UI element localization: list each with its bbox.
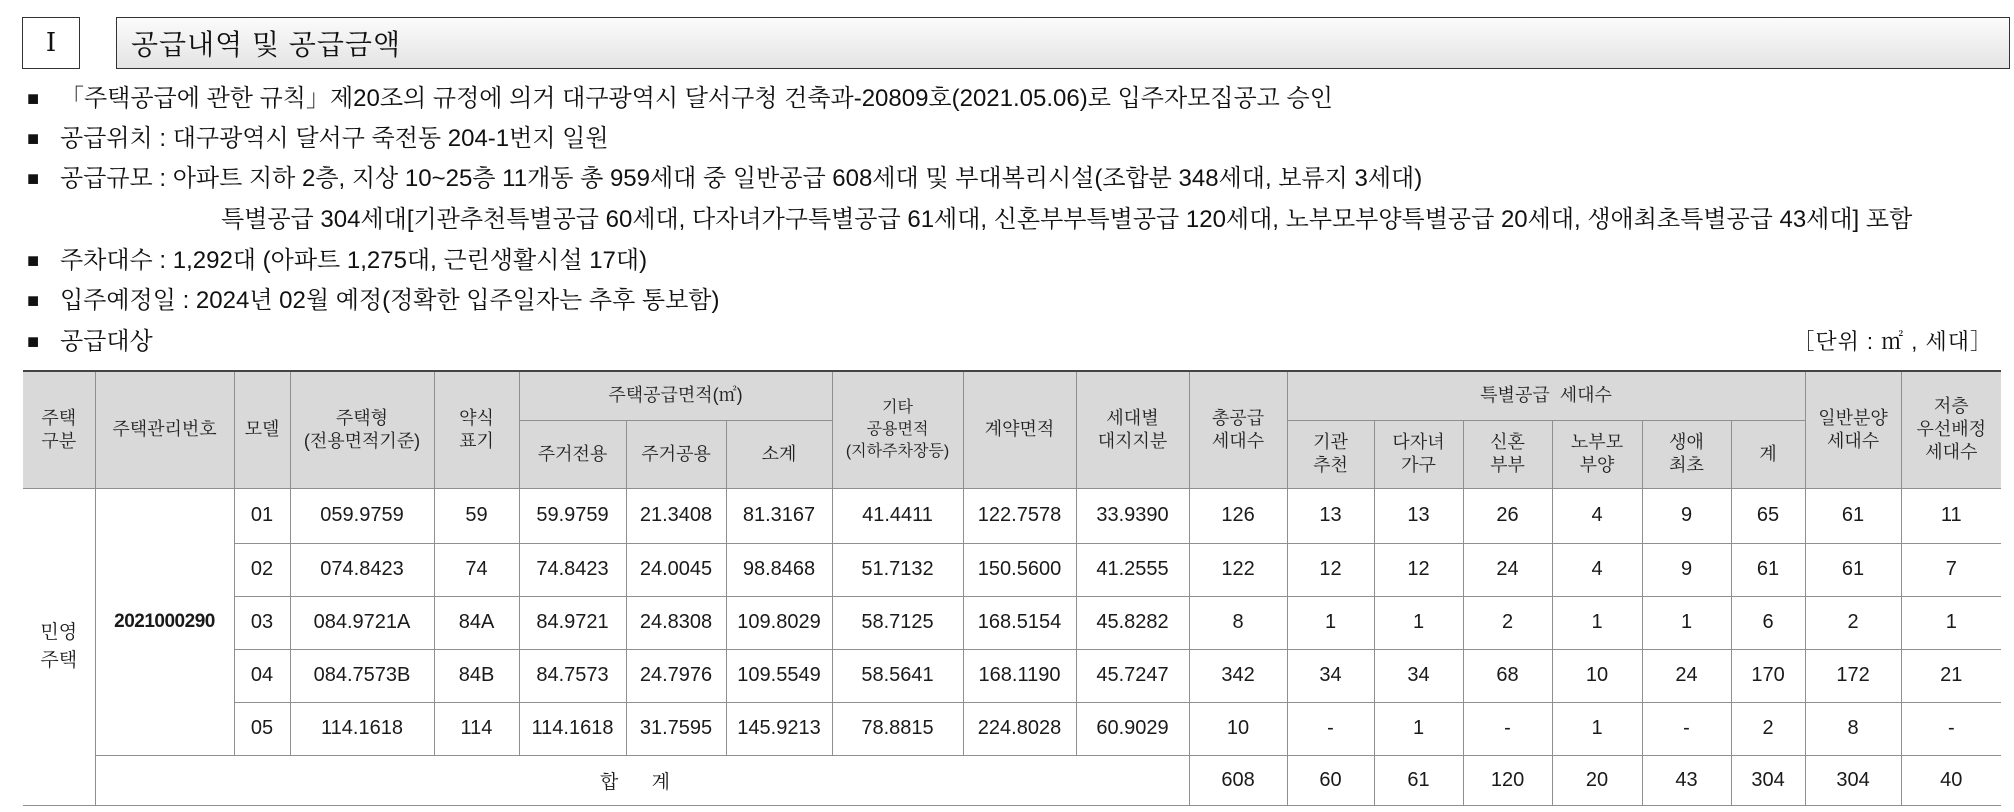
total-elderly: 20 [1552, 755, 1642, 805]
cell-model: 03 [234, 596, 290, 649]
cell-newlywed: 2 [1463, 596, 1552, 649]
cell-low-floor: 21 [1901, 649, 2001, 702]
cell-abbrev: 114 [434, 702, 519, 755]
cell-contract-area: 168.1190 [963, 649, 1076, 702]
cell-contract-area: 224.8028 [963, 702, 1076, 755]
header-supply-area: 주택공급면적(㎡) [519, 371, 832, 420]
header-model: 모델 [234, 371, 290, 488]
header-subtotal: 소계 [726, 420, 832, 488]
header-institution: 기관 추천 [1287, 420, 1374, 488]
header-housing-type: 주택형 (전용면적기준) [290, 371, 434, 488]
header-other-common-area: 기타 공용면적 (지하주차장등) [832, 371, 963, 488]
house-category-cell: 민영 주택 [23, 488, 95, 805]
cell-first-time: 24 [1642, 649, 1731, 702]
table-row [23, 543, 2001, 596]
cell-abbrev: 84A [434, 596, 519, 649]
cell-newlywed: 68 [1463, 649, 1552, 702]
cell-subtotal: 109.5549 [726, 649, 832, 702]
cell-special-total: 2 [1731, 702, 1805, 755]
cell-first-time: 9 [1642, 543, 1731, 596]
cell-general: 172 [1805, 649, 1901, 702]
total-institution: 60 [1287, 755, 1374, 805]
cell-institution: - [1287, 702, 1374, 755]
cell-housing-type: 074.8423 [290, 543, 434, 596]
header-exclusive: 주거전용 [519, 420, 626, 488]
section-title-text: 공급내역 및 공급금액 [131, 29, 401, 60]
cell-other-common: 51.7132 [832, 543, 963, 596]
table-row [23, 596, 2001, 649]
section-title [116, 17, 2010, 69]
cell-low-floor: - [1901, 702, 2001, 755]
cell-model: 04 [234, 649, 290, 702]
total-low-floor: 40 [1901, 755, 2001, 805]
total-multi-child: 61 [1374, 755, 1463, 805]
header-special-supply: 특별공급 세대수 [1287, 371, 1805, 420]
header-elderly: 노부모 부양 [1552, 420, 1642, 488]
cell-multi-child: 1 [1374, 596, 1463, 649]
cell-special-total: 6 [1731, 596, 1805, 649]
cell-model: 01 [234, 488, 290, 543]
cell-model: 02 [234, 543, 290, 596]
cell-other-common: 41.4411 [832, 488, 963, 543]
header-management-no: 주택관리번호 [95, 371, 234, 488]
cell-multi-child: 1 [1374, 702, 1463, 755]
cell-general: 61 [1805, 488, 1901, 543]
cell-exclusive: 114.1618 [519, 702, 626, 755]
cell-common: 31.7595 [626, 702, 726, 755]
cell-general: 8 [1805, 702, 1901, 755]
cell-elderly: 4 [1552, 488, 1642, 543]
cell-common: 24.0045 [626, 543, 726, 596]
cell-institution: 34 [1287, 649, 1374, 702]
cell-elderly: 1 [1552, 596, 1642, 649]
cell-newlywed: 26 [1463, 488, 1552, 543]
bullet-marker: ■ [26, 250, 40, 272]
cell-subtotal: 81.3167 [726, 488, 832, 543]
cell-special-total: 170 [1731, 649, 1805, 702]
cell-total-supply: 126 [1189, 488, 1287, 543]
cell-subtotal: 109.8029 [726, 596, 832, 649]
header-row [23, 371, 2001, 420]
cell-general: 61 [1805, 543, 1901, 596]
cell-housing-type: 114.1618 [290, 702, 434, 755]
header-total-supply: 총공급 세대수 [1189, 371, 1287, 488]
cell-common: 21.3408 [626, 488, 726, 543]
cell-low-floor: 11 [1901, 488, 2001, 543]
bullet-marker: ■ [26, 290, 40, 312]
cell-low-floor: 1 [1901, 596, 2001, 649]
total-special-total: 304 [1731, 755, 1805, 805]
supply-table [23, 370, 2001, 806]
header-contract-area: 계약면적 [963, 371, 1076, 488]
table-body [23, 488, 2001, 805]
total-total-supply: 608 [1189, 755, 1287, 805]
approval-notice: 「주택공급에 관한 규칙」제20조의 규정에 의거 대구광역시 달서구청 건축과-20809호(2021.05.06)로 입주자모집공고 승인 [60, 85, 1333, 112]
cell-special-total: 61 [1731, 543, 1805, 596]
supply-scale-line-2: 특별공급 304세대[기관추천특별공급 60세대, 다자녀가구특별공급 61세대, 신혼부부특별공급 120세대, 노부모부양특별공급 20세대, 생애최초특별공급 43세대] 포함 [221, 206, 1913, 233]
cell-model: 05 [234, 702, 290, 755]
supply-target-label: 공급대상 [60, 328, 153, 355]
cell-exclusive: 84.9721 [519, 596, 626, 649]
cell-contract-area: 168.5154 [963, 596, 1076, 649]
cell-institution: 12 [1287, 543, 1374, 596]
parking-count: 주차대수 : 1,292대 (아파트 1,275대, 근린생활시설 17대) [60, 247, 648, 274]
header-general-supply: 일반분양 세대수 [1805, 371, 1901, 488]
management-no-cell: 2021000290 [95, 488, 234, 755]
header-abbrev: 약식 표기 [434, 371, 519, 488]
total-label: 합 계 [95, 755, 1189, 805]
cell-elderly: 4 [1552, 543, 1642, 596]
cell-institution: 13 [1287, 488, 1374, 543]
cell-elderly: 10 [1552, 649, 1642, 702]
table-row [23, 649, 2001, 702]
cell-abbrev: 74 [434, 543, 519, 596]
cell-elderly: 1 [1552, 702, 1642, 755]
header-first-time: 생애 최초 [1642, 420, 1731, 488]
cell-institution: 1 [1287, 596, 1374, 649]
cell-multi-child: 13 [1374, 488, 1463, 543]
header-low-floor: 저층 우선배정 세대수 [1901, 371, 2001, 488]
cell-special-total: 65 [1731, 488, 1805, 543]
section-number: Ⅰ [22, 17, 80, 69]
cell-housing-type: 059.9759 [290, 488, 434, 543]
header-land-share: 세대별 대지지분 [1076, 371, 1189, 488]
table-header [23, 371, 2001, 488]
total-row [23, 755, 2001, 805]
bullet-marker: ■ [26, 168, 40, 190]
cell-subtotal: 98.8468 [726, 543, 832, 596]
supply-scale-line-1: 공급규모 : 아파트 지하 2층, 지상 10~25층 11개동 총 959세대 중 일반공급 608세대 및 부대복리시설(조합분 348세대, 보류지 3세대) [60, 165, 1423, 192]
header-newlywed: 신혼 부부 [1463, 420, 1552, 488]
cell-first-time: - [1642, 702, 1731, 755]
cell-exclusive: 59.9759 [519, 488, 626, 543]
cell-newlywed: - [1463, 702, 1552, 755]
cell-other-common: 58.7125 [832, 596, 963, 649]
cell-total-supply: 8 [1189, 596, 1287, 649]
cell-land-share: 45.8282 [1076, 596, 1189, 649]
cell-subtotal: 145.9213 [726, 702, 832, 755]
cell-first-time: 9 [1642, 488, 1731, 543]
supply-location: 공급위치 : 대구광역시 달서구 죽전동 204-1번지 일원 [60, 125, 609, 152]
cell-multi-child: 12 [1374, 543, 1463, 596]
unit-note: ［단위 : ㎡ , 세대］ [1792, 329, 1993, 354]
cell-contract-area: 122.7578 [963, 488, 1076, 543]
cell-total-supply: 342 [1189, 649, 1287, 702]
move-in-date: 입주예정일 : 2024년 02월 예정(정확한 입주일자는 추후 통보함) [60, 287, 720, 314]
table-row [23, 488, 2001, 543]
cell-common: 24.8308 [626, 596, 726, 649]
cell-land-share: 33.9390 [1076, 488, 1189, 543]
cell-abbrev: 84B [434, 649, 519, 702]
cell-exclusive: 84.7573 [519, 649, 626, 702]
cell-general: 2 [1805, 596, 1901, 649]
cell-housing-type: 084.7573B [290, 649, 434, 702]
table-row [23, 702, 2001, 755]
total-first-time: 43 [1642, 755, 1731, 805]
bullet-marker: ■ [26, 331, 40, 353]
total-newlywed: 120 [1463, 755, 1552, 805]
cell-total-supply: 10 [1189, 702, 1287, 755]
header-multi-child: 다자녀 가구 [1374, 420, 1463, 488]
cell-other-common: 78.8815 [832, 702, 963, 755]
cell-contract-area: 150.5600 [963, 543, 1076, 596]
header-special-total: 계 [1731, 420, 1805, 488]
cell-exclusive: 74.8423 [519, 543, 626, 596]
cell-land-share: 45.7247 [1076, 649, 1189, 702]
bullet-marker: ■ [26, 128, 40, 150]
cell-land-share: 41.2555 [1076, 543, 1189, 596]
header-common: 주거공용 [626, 420, 726, 488]
cell-first-time: 1 [1642, 596, 1731, 649]
cell-newlywed: 24 [1463, 543, 1552, 596]
cell-total-supply: 122 [1189, 543, 1287, 596]
cell-housing-type: 084.9721A [290, 596, 434, 649]
cell-common: 24.7976 [626, 649, 726, 702]
bullet-marker: ■ [26, 88, 40, 110]
header-house-category: 주택 구분 [23, 371, 95, 488]
cell-land-share: 60.9029 [1076, 702, 1189, 755]
cell-multi-child: 34 [1374, 649, 1463, 702]
cell-low-floor: 7 [1901, 543, 2001, 596]
cell-abbrev: 59 [434, 488, 519, 543]
total-general: 304 [1805, 755, 1901, 805]
cell-other-common: 58.5641 [832, 649, 963, 702]
